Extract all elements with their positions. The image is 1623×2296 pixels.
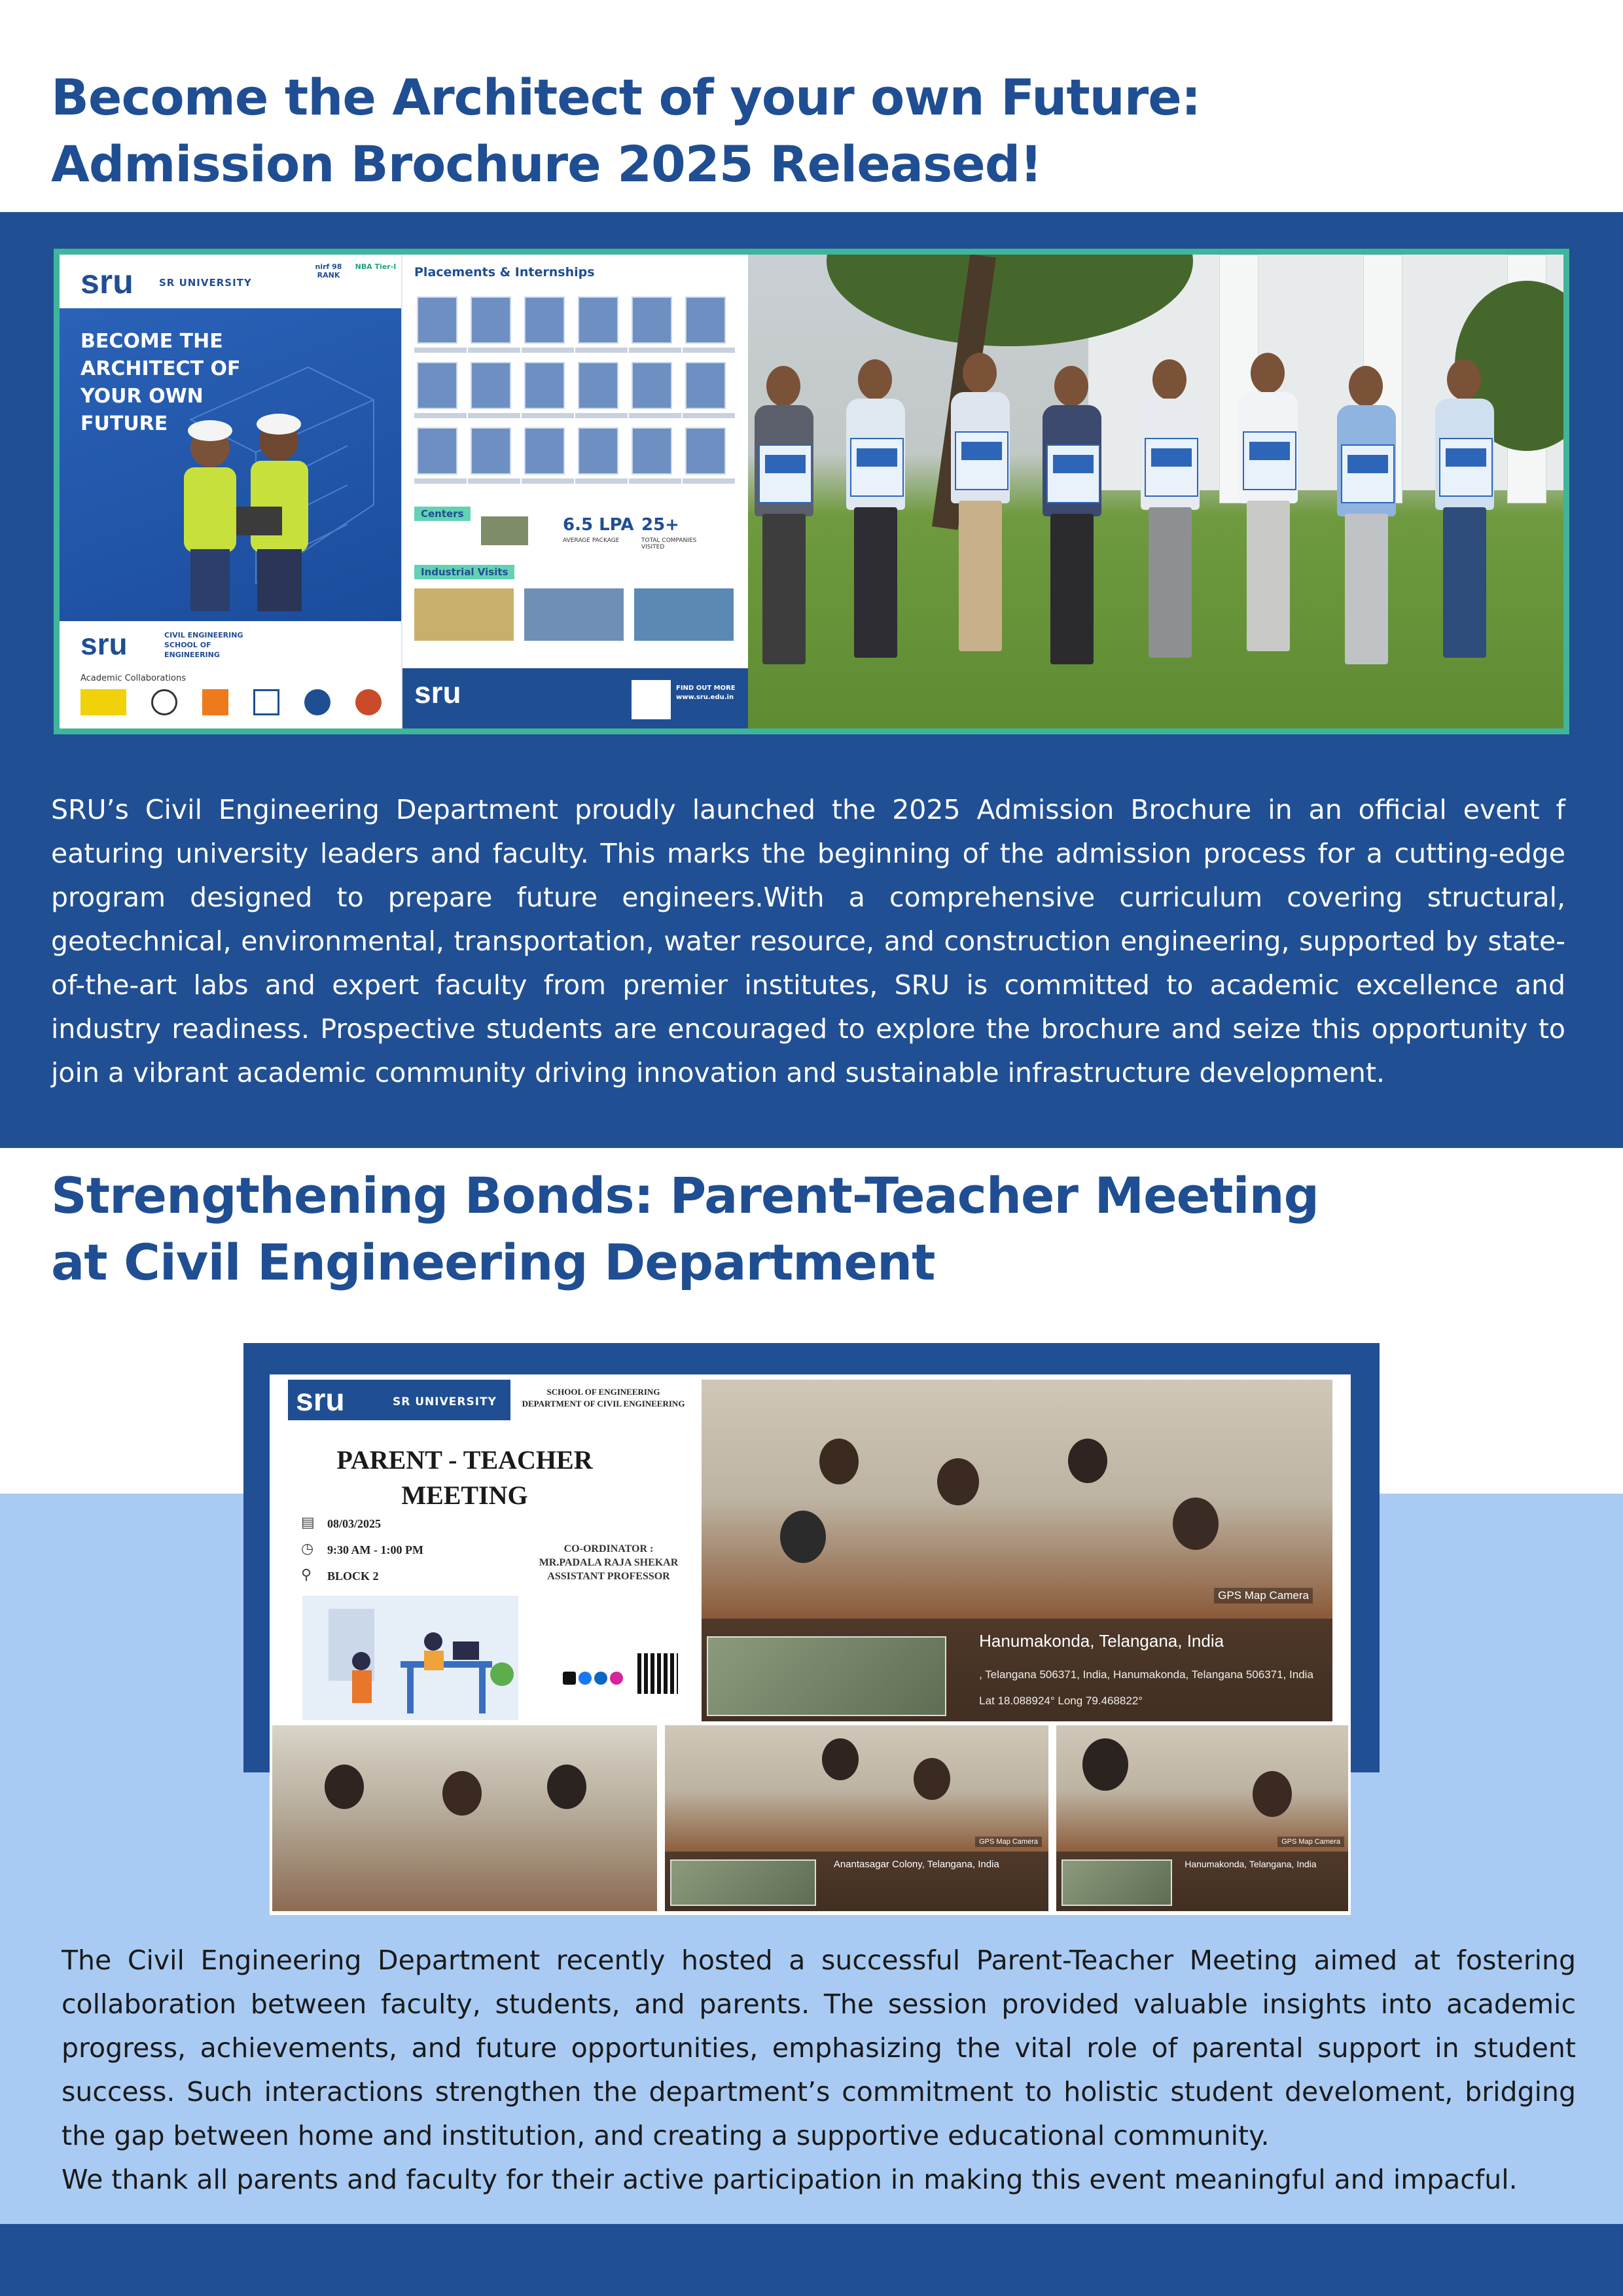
student-photo (632, 427, 672, 475)
gps-location-address: , Telangana 506371, India, Hanumakonda, Telangana 506371, India (979, 1668, 1313, 1681)
x-icon (563, 1672, 576, 1685)
student-photo (578, 427, 618, 475)
stat-companies: 25+ (641, 515, 679, 535)
visit-photo (634, 588, 734, 641)
qr-code-icon (637, 1653, 678, 1694)
ptm-headline-line1: Strengthening Bonds: Parent-Teacher Meeting (51, 1166, 1319, 1225)
collab-logo (304, 689, 330, 715)
coordinator-label: CO-ORDINATOR : (563, 1543, 654, 1554)
ptm-photo-main (702, 1380, 1332, 1721)
collaboration-logos (80, 689, 382, 718)
ptm-paragraph-closing: We thank all parents and faculty for their active participation in making this event meaningful and impacful. (62, 2164, 1518, 2195)
brochure-flyer (1243, 431, 1296, 490)
nirf-badge: nirf 98 RANK (315, 262, 342, 279)
industrial-visits-label: Industrial Visits (414, 565, 514, 579)
visit-photo (524, 588, 624, 641)
ptm-headline (51, 1162, 1319, 1296)
qr-code-icon (632, 680, 671, 719)
student-caption (414, 413, 467, 418)
linkedin-icon (594, 1672, 607, 1685)
stat-package: 6.5 LPA (563, 515, 634, 535)
center-photo (481, 516, 528, 545)
student-photo (578, 362, 618, 409)
engineers-photo (138, 408, 361, 611)
placements-title: Placements & Internships (414, 265, 595, 279)
stat-package-label: AVERAGE PACKAGE (563, 537, 620, 544)
faculty-member (755, 366, 813, 706)
collab-label: Academic Collaborations (80, 673, 186, 683)
student-caption (468, 413, 520, 418)
faculty-member (846, 359, 905, 700)
student-caption (575, 413, 628, 418)
student-photo (417, 427, 457, 475)
student-photo (417, 296, 457, 344)
gps-location-title: Anantasagar Colony, Telangana, India (833, 1859, 999, 1871)
ptm-paragraph (62, 1939, 1576, 2202)
gps-caption (702, 1619, 1332, 1721)
meeting-illustration (302, 1596, 518, 1720)
collab-logo (80, 689, 126, 715)
facebook-icon (579, 1672, 592, 1685)
faculty-member (1141, 359, 1200, 700)
student-photo (524, 296, 565, 344)
gps-camera-tag: GPS Map Camera (975, 1837, 1042, 1847)
brochure-spread (60, 255, 748, 728)
student-caption (522, 413, 574, 418)
ptm-headline-line2: at Civil Engineering Department (51, 1233, 935, 1291)
student-caption (629, 413, 681, 418)
gps-location-title: Hanumakonda, Telangana, India (1185, 1859, 1317, 1870)
student-caption (522, 348, 574, 353)
brochure-headline (51, 64, 1200, 198)
student-caption (414, 478, 467, 484)
student-caption (575, 348, 628, 353)
sru-logo-poster: sru (296, 1383, 345, 1418)
student-caption (414, 348, 467, 353)
brochure-inner-page (401, 255, 748, 728)
student-caption (468, 478, 520, 484)
footer-band (0, 2224, 1623, 2296)
faculty-member (1337, 366, 1396, 706)
brochure-cover (60, 255, 401, 728)
student-photo (632, 362, 672, 409)
centers-label: Centers (414, 507, 471, 521)
student-photo (471, 362, 511, 409)
dept-label: CIVIL ENGINEERING SCHOOL OF ENGINEERING (164, 631, 243, 659)
visit-photo (414, 588, 514, 641)
collab-logo (202, 689, 228, 715)
brochure-flyer (1439, 438, 1493, 497)
poster-title (327, 1443, 602, 1513)
map-thumbnail (707, 1636, 946, 1716)
student-caption (522, 478, 574, 484)
instagram-icon (610, 1672, 623, 1685)
poster-title-line2: MEETING (401, 1480, 528, 1510)
brochure-flyer (850, 438, 904, 497)
gps-location-title: Hanumakonda, Telangana, India (979, 1631, 1224, 1651)
brochure-flyer (1046, 444, 1100, 503)
collab-logo (253, 689, 279, 715)
brochure-footer (402, 668, 749, 728)
calendar-icon: ▤ (301, 1515, 315, 1531)
faculty-member (1239, 353, 1298, 693)
poster-coordinator (530, 1542, 687, 1583)
ptm-paragraph-body: The Civil Engineering Department recently hosted a successful Parent-Teacher Meeting aimed at fostering collaboration between faculty, students, and parents. The session provided valuable insights into academic progress, achievements, and future opportunities, emphasizing the vital role of parental support in student success. Such interactions strengthen the department’s commitment to holistic student develoment, bridging the gap between home and institution, and creating a supportive educational community. (62, 1945, 1576, 2151)
map-thumbnail (1061, 1859, 1172, 1906)
student-caption (629, 348, 681, 353)
collab-logo (151, 689, 177, 715)
brochure-flyer (1145, 438, 1198, 497)
student-photo (524, 427, 565, 475)
poster-time: 9:30 AM - 1:00 PM (327, 1543, 423, 1556)
nba-badge: NBA Tier-I (355, 262, 397, 271)
ptm-photo-mid (665, 1725, 1048, 1911)
brochure-headline-line2: Admission Brochure 2025 Released! (51, 135, 1042, 193)
brochure-launch-photo (54, 249, 1569, 734)
sru-logo: sru (80, 263, 134, 301)
faculty-member (951, 353, 1010, 693)
poster-title-line1: PARENT - TEACHER (336, 1445, 593, 1475)
faculty-member (1043, 366, 1101, 706)
student-photo (578, 296, 618, 344)
university-name: SR UNIVERSITY (159, 277, 252, 289)
student-photo (685, 296, 726, 344)
student-caption (683, 478, 735, 484)
ptm-photo-collage (270, 1374, 1351, 1915)
clock-icon: ◷ (301, 1541, 314, 1557)
stat-companies-label: TOTAL COMPANIES VISITED (641, 537, 697, 550)
brochure-flyer (955, 431, 1008, 490)
poster-school-line1: SCHOOL OF ENGINEERING (546, 1387, 660, 1397)
brochure-headline-line1: Become the Architect of your own Future: (51, 68, 1201, 126)
find-more-link: FIND OUT MORE www.sru.edu.in (676, 685, 736, 701)
poster-venue: BLOCK 2 (327, 1570, 379, 1583)
student-photo (685, 427, 726, 475)
ptm-photo-left (272, 1725, 657, 1911)
brochure-paragraph: SRU’s Civil Engineering Department proudly launched the 2025 Admission Brochure in an official event f eaturing university leaders and faculty. This marks the beginning of the admission process for a cutting-edge program designed to prepare future engineers.With a comprehensive curriculum covering structural, geotechnical, environmental, transportation, water resource, and construction engineering, supported by state-of-the-art labs and expert faculty from premier institutes, SRU is committed to academic excellence and industry readiness. Prospective students are encouraged to explore the brochure and seize this opportunity to join a vibrant academic community driving innovation and sustainable infrastructure development. (51, 794, 1565, 1088)
poster-school-line2: DEPARTMENT OF CIVIL ENGINEERING (522, 1399, 685, 1408)
faculty-member (1435, 359, 1494, 700)
student-photo (685, 362, 726, 409)
gps-location-coords: Lat 18.088924° Long 79.468822° (979, 1695, 1143, 1708)
student-caption (683, 413, 735, 418)
collab-logo (355, 689, 382, 715)
coordinator-name: MR.PADALA RAJA SHEKAR (539, 1557, 679, 1568)
student-caption (468, 348, 520, 353)
student-photo (632, 296, 672, 344)
student-caption (575, 478, 628, 484)
student-photo (471, 427, 511, 475)
ptm-poster (288, 1380, 690, 1721)
student-photo (471, 296, 511, 344)
poster-university: SR UNIVERSITY (393, 1395, 497, 1408)
brochure-flyer (758, 444, 812, 503)
social-icons (563, 1672, 623, 1685)
gps-camera-tag: GPS Map Camera (1277, 1837, 1344, 1847)
student-caption (629, 478, 681, 484)
coordinator-role: ASSISTANT PROFESSOR (547, 1571, 670, 1582)
map-thumbnail (670, 1859, 816, 1906)
poster-date: 08/03/2025 (327, 1517, 382, 1530)
location-pin-icon: ⚲ (301, 1567, 312, 1583)
student-photo (417, 362, 457, 409)
sru-logo-footer: sru (80, 627, 128, 661)
launch-event-photo (748, 255, 1563, 728)
sru-logo-inner: sru (414, 675, 461, 709)
student-caption (683, 348, 735, 353)
ptm-photo-right (1056, 1725, 1348, 1911)
cover-heading: BECOME THE ARCHITECT OF YOUR OWN FUTURE (80, 330, 241, 435)
gps-camera-tag: GPS Map Camera (1214, 1588, 1313, 1604)
brochure-flyer (1341, 444, 1395, 503)
student-photo (524, 362, 565, 409)
